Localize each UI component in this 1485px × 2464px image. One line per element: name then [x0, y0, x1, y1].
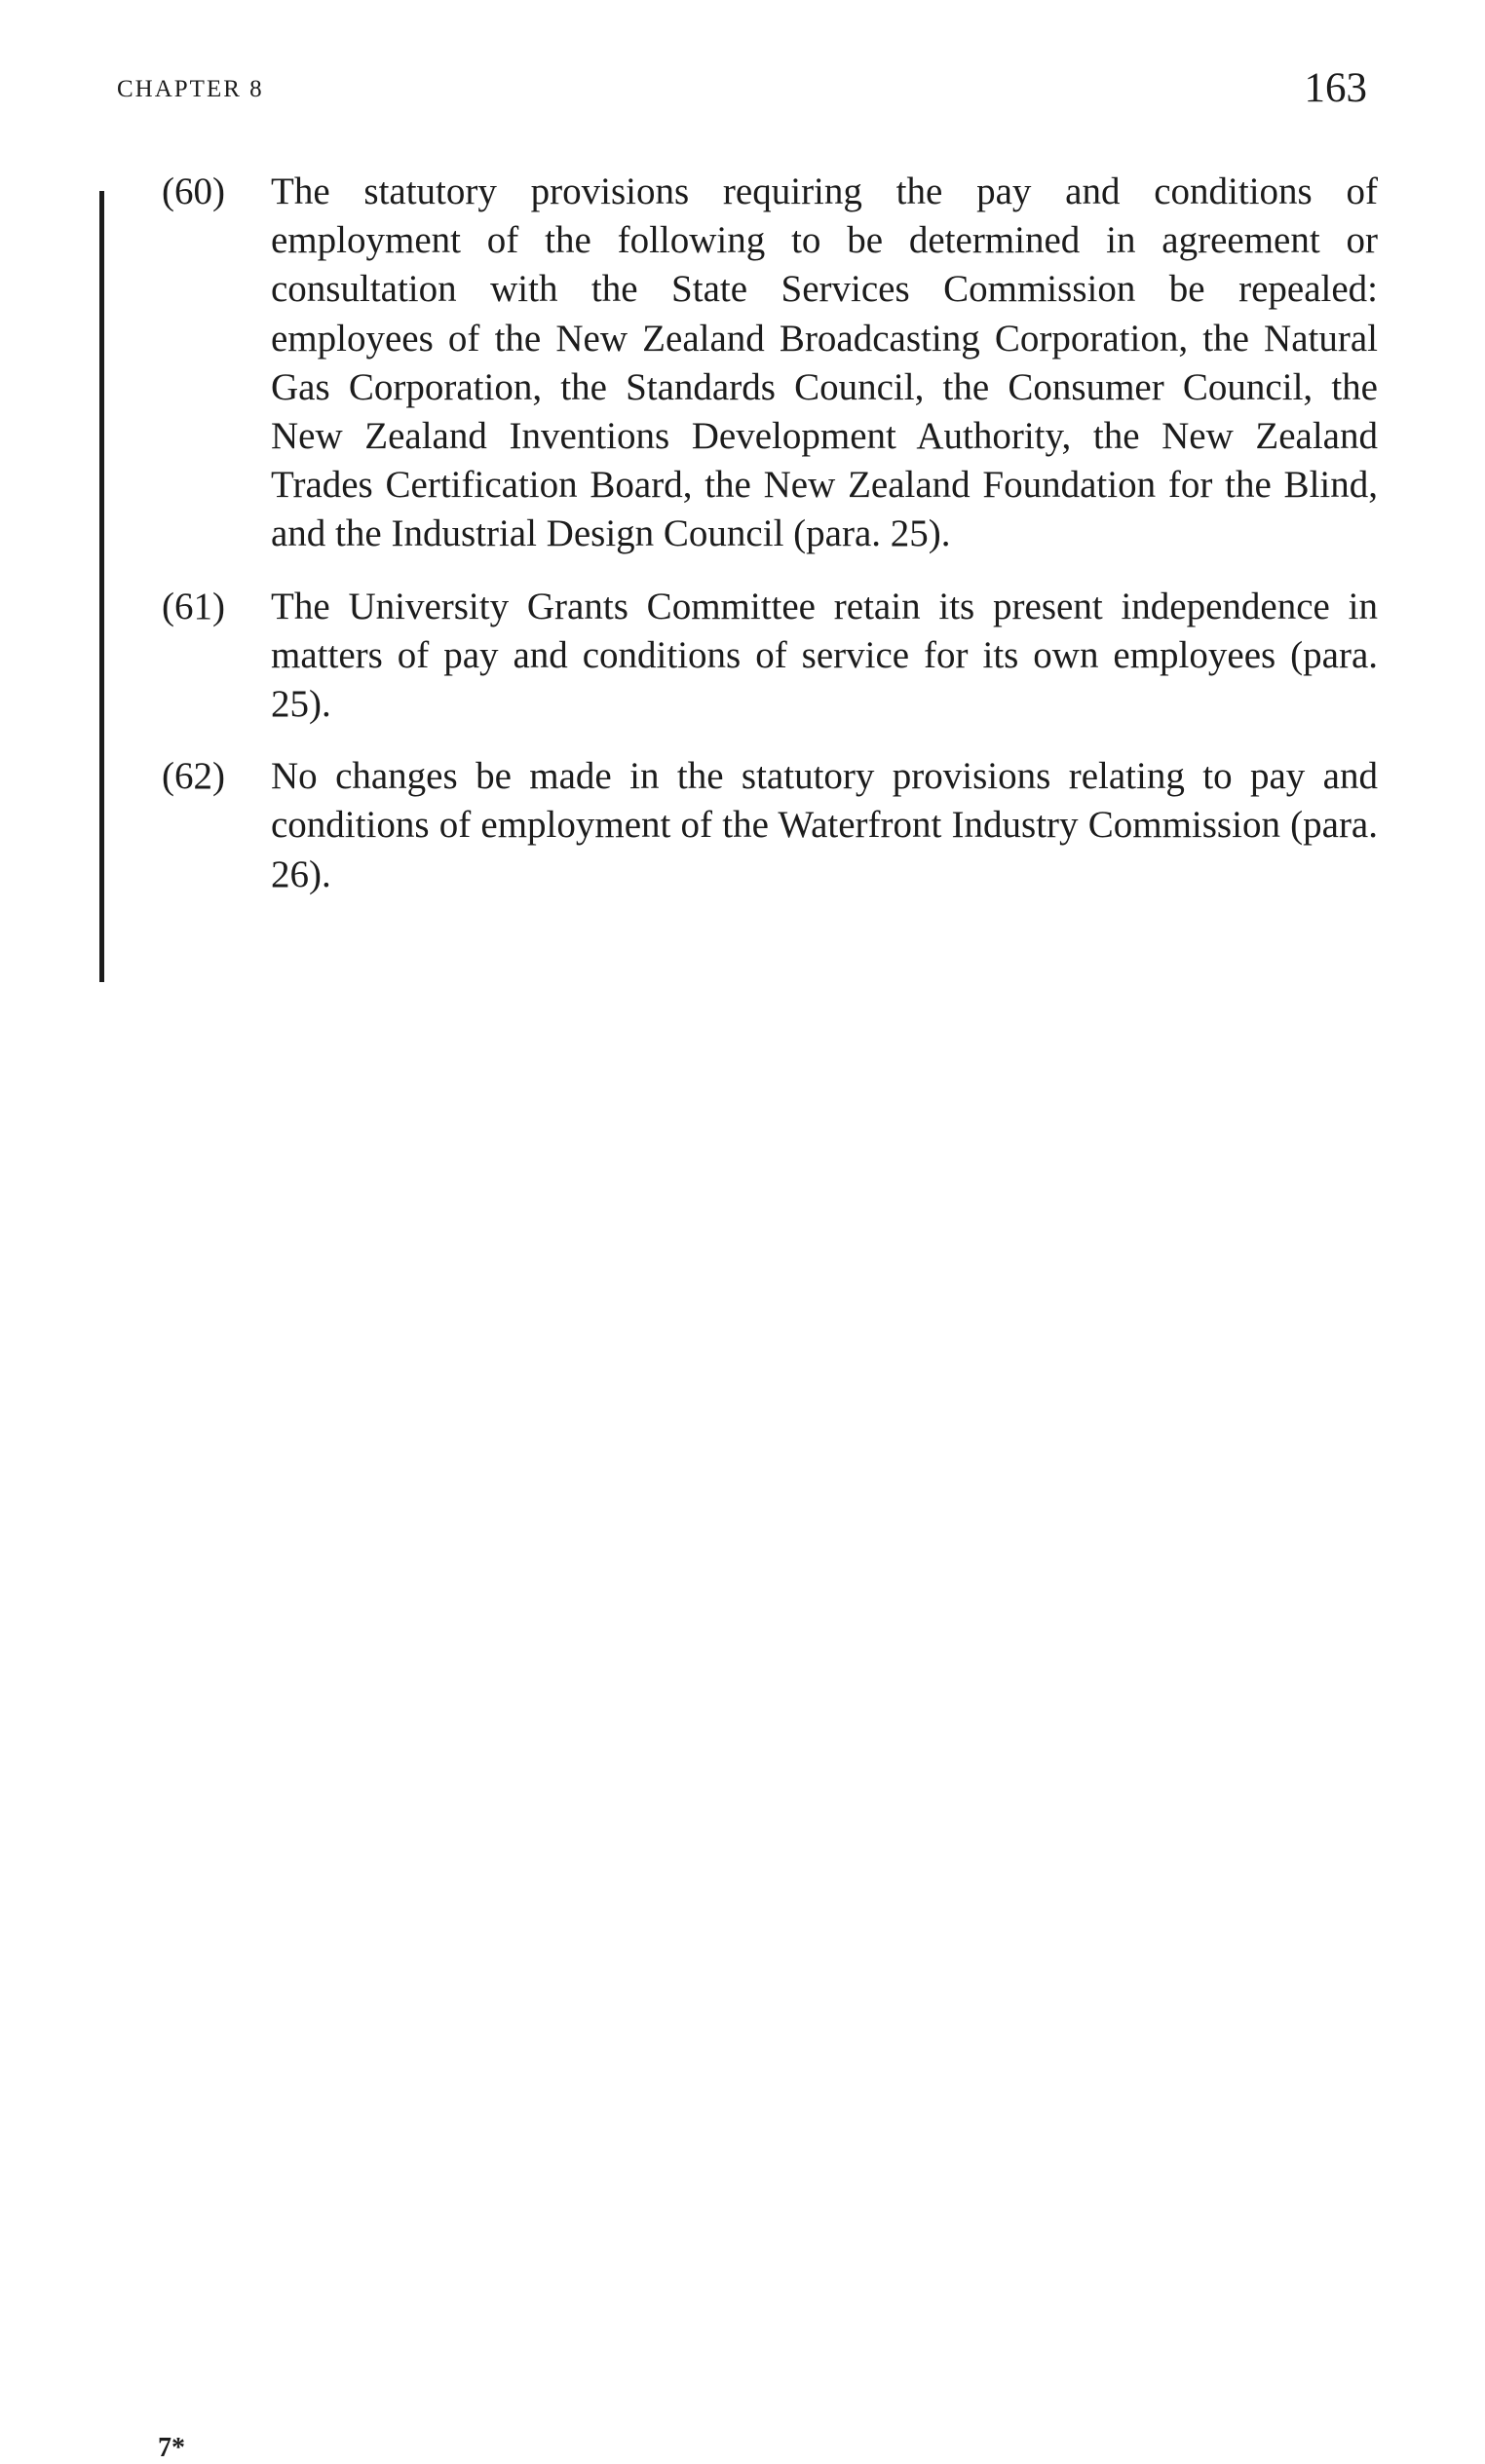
item-text: The University Grants Committee retain its present independence in matters of pay and conditions of service for its own employees (para. 25).: [271, 585, 1378, 726]
item-number: (60): [162, 171, 225, 212]
list-item: [162, 168, 1378, 559]
signature-mark: 7*: [158, 2433, 185, 2463]
list-item: [162, 583, 1378, 730]
margin-rule: [99, 191, 104, 982]
item-number: (61): [162, 585, 225, 627]
recommendations-list: [162, 168, 1378, 923]
list-item: [162, 752, 1378, 899]
item-number: (62): [162, 755, 225, 798]
running-header-chapter: CHAPTER 8: [117, 76, 264, 102]
page-number: 163: [1304, 65, 1367, 111]
item-text: No changes be made in the statutory provisions relating to pay and conditions of employment of the Waterfront Industry Commission (para. 26).: [271, 755, 1378, 895]
item-text: The statutory provisions requiring the pay and conditions of employment of the following to be determined in agreement or consultation with the State Services Commission be repealed: employees of the New Zealand Broadcasting Corporation, the Natural Gas Corporation, the Standards Council, the Consumer Council, the New Zealand Inventions Development Authority, the New Zealand Trades Certification Board, the New Zealand Foundation for the Blind, and the Industrial Design Council (para. 25).: [271, 171, 1378, 555]
